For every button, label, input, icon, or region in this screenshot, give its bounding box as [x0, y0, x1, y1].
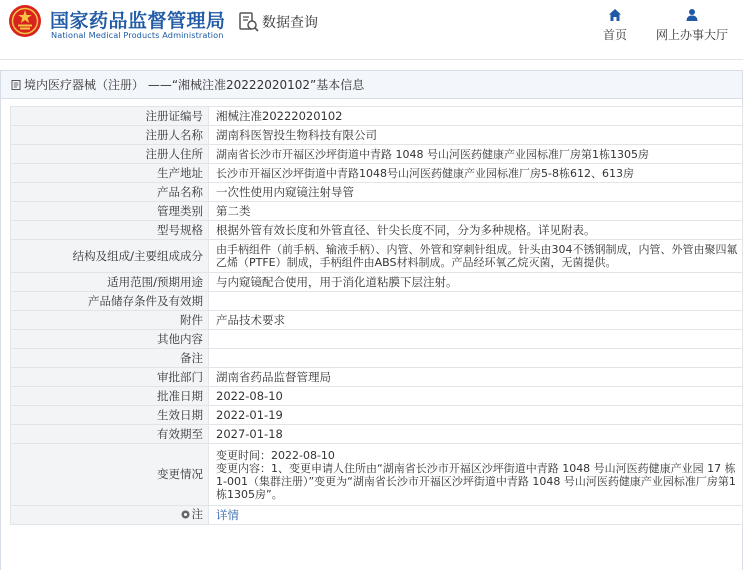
- field-value: 湖南省长沙市开福区沙坪街道中青路 1048 号山河医药健康产业园标准厂房第1栋1305房: [209, 145, 743, 164]
- user-icon: [685, 8, 699, 22]
- field-label: 审批部门: [11, 368, 209, 387]
- table-row: [11, 506, 743, 525]
- field-label: 批准日期: [11, 387, 209, 406]
- change-content: 变更内容：1、变更申请人住所由“湖南省长沙市开福区沙坪街道中青路 1048 号山河医药健康产业园 17 栋 1-001（集群注册）”变更为“湖南省长沙市开福区沙坪街道中青路 1048 号山河医药健康产业园标准厂房第1栋1305房”。: [216, 461, 736, 501]
- nmpa-emblem-icon[interactable]: [8, 4, 42, 38]
- table-row: [11, 164, 743, 183]
- field-label: 注册证编号: [11, 107, 209, 126]
- field-value: 第二类: [209, 202, 743, 221]
- nav-home-label: 首页: [602, 28, 627, 42]
- field-value: 一次性使用内窥镜注射导管: [209, 183, 743, 202]
- table-row: [11, 330, 743, 349]
- details-link[interactable]: 详情: [216, 507, 239, 522]
- field-value: 湘械注准20222020102: [209, 107, 743, 126]
- field-value: 湖南科医智投生物科技有限公司: [209, 126, 743, 145]
- field-label: 适用范围/预期用途: [11, 273, 209, 292]
- note-value: [209, 506, 743, 525]
- field-value: 产品技术要求: [209, 311, 743, 330]
- field-label: 型号规格: [11, 221, 209, 240]
- table-row: [11, 240, 743, 273]
- site-title-cn: 国家药品监督管理局: [50, 10, 226, 32]
- nav-online-service-hall[interactable]: [652, 8, 732, 43]
- table-row: [11, 406, 743, 425]
- nav-home[interactable]: [601, 8, 629, 43]
- table-row: [11, 273, 743, 292]
- field-value: [209, 330, 743, 349]
- field-value: 2022-08-10: [209, 387, 743, 406]
- field-label: 有效期至: [11, 425, 209, 444]
- field-label: 注册人名称: [11, 126, 209, 145]
- header-divider: [0, 59, 743, 60]
- table-row: [11, 425, 743, 444]
- pin-icon: [181, 510, 190, 519]
- field-value: [209, 292, 743, 311]
- table-row: [11, 221, 743, 240]
- site-header: [0, 0, 743, 56]
- table-row: [11, 107, 743, 126]
- field-label: 注册人住所: [11, 145, 209, 164]
- field-value: 与内窥镜配合使用，用于消化道粘膜下层注射。: [209, 273, 743, 292]
- field-value: [209, 349, 743, 368]
- site-title-en: National Medical Products Administration: [51, 30, 224, 40]
- table-row: [11, 311, 743, 330]
- table-row: [11, 145, 743, 164]
- table-row: [11, 202, 743, 221]
- note-label-cell: [11, 506, 209, 525]
- table-row: [11, 183, 743, 202]
- data-search-icon: [238, 11, 260, 33]
- field-label: 管理类别: [11, 202, 209, 221]
- panel-title: 境内医疗器械（注册） ——“湘械注准20222020102”基本信息: [24, 78, 365, 92]
- field-value: 由手柄组件（前手柄、输液手柄）、内管、外管和穿刺针组成。针头由304不锈钢制成，内管、外管由聚四氟乙烯（PTFE）制成，手柄组件由ABS材料制成。产品经环氧乙烷灭菌，无菌提供。: [209, 240, 743, 273]
- table-row: [11, 349, 743, 368]
- field-label: 变更情况: [11, 444, 209, 506]
- table-row: [11, 387, 743, 406]
- table-row: [11, 444, 743, 506]
- data-search-link[interactable]: [238, 11, 318, 33]
- panel-title-bar: [1, 71, 742, 99]
- home-icon: [608, 8, 622, 22]
- field-label: 生效日期: [11, 406, 209, 425]
- table-row: [11, 126, 743, 145]
- field-value: 湖南省药品监督管理局: [209, 368, 743, 387]
- field-value: 根据外管有效长度和外管直径、针尖长度不同，分为多种规格。详见附表。: [209, 221, 743, 240]
- change-time: 变更时间：2022-08-10: [216, 448, 335, 462]
- nav-online-service-label: 网上办事大厅: [655, 28, 728, 42]
- field-label: 产品储存条件及有效期: [11, 292, 209, 311]
- field-value: 长沙市开福区沙坪街道中青路1048号山河医药健康产业园标准厂房5-8栋612、613房: [209, 164, 743, 183]
- field-label: 产品名称: [11, 183, 209, 202]
- field-label: 结构及组成/主要组成成分: [11, 240, 209, 273]
- data-search-label: 数据查询: [262, 15, 318, 31]
- document-icon: [11, 80, 21, 90]
- change-history-value: [209, 444, 743, 506]
- table-row: [11, 292, 743, 311]
- field-value: 2027-01-18: [209, 425, 743, 444]
- field-label: 注: [191, 507, 203, 521]
- field-label: 备注: [11, 349, 209, 368]
- field-label: 生产地址: [11, 164, 209, 183]
- field-label: 附件: [11, 311, 209, 330]
- field-label: 其他内容: [11, 330, 209, 349]
- table-row: [11, 368, 743, 387]
- field-value: 2022-01-19: [209, 406, 743, 425]
- registration-detail-table: [10, 106, 743, 525]
